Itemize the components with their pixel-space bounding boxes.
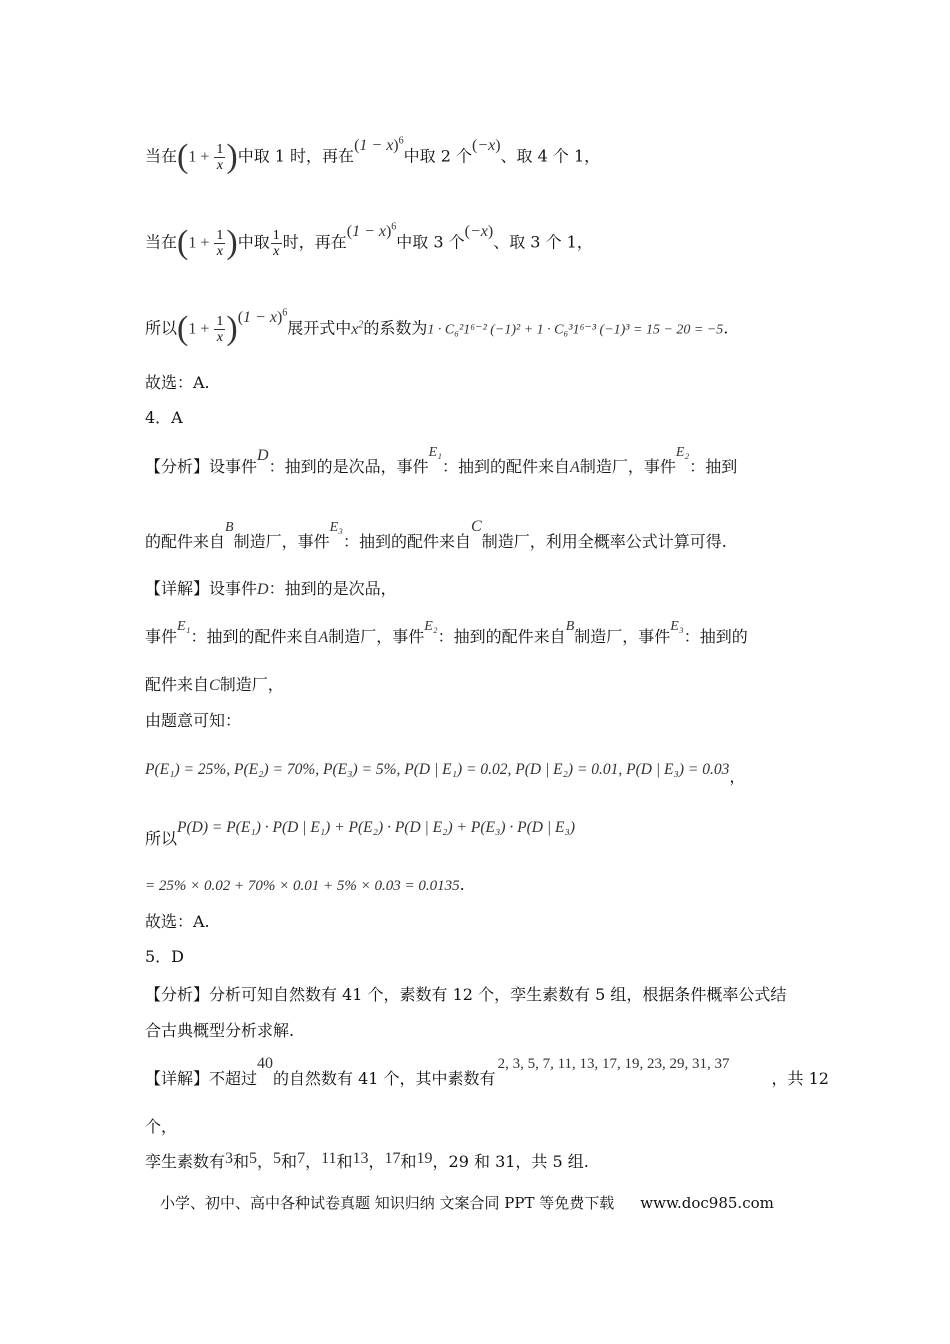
var-D: D: [257, 581, 269, 598]
question-4-answer: 4．A: [145, 408, 183, 427]
x-squared: $x^2$: [351, 319, 364, 338]
computation: = 25% × 0.02 + 70% × 0.01 + 5% × 0.03 = 0.0135.: [145, 875, 465, 894]
formula: P(D) = P(E₁) · P(D | E₁) + P(E₂) · P(D | E₂) + P(E₃) · P(D | E₃): [177, 819, 576, 836]
expr-one-minus-x-pow6: $(1 - x)^6$: [354, 135, 404, 154]
question-5-answer: 5．D: [145, 947, 185, 966]
twin-primes: 孪生素数有3和5，5和7，11和13，17和19，29 和 31，共 5 组.: [145, 1150, 589, 1171]
text: 中取 3 个: [396, 232, 465, 252]
answer-line: 故选：A.: [145, 373, 210, 392]
var-E1: E₁: [428, 445, 443, 460]
text: 中取 1 时，再在: [237, 146, 355, 166]
text: 、取 3 个 1，: [493, 232, 593, 252]
analysis-4-cont: 的配件来自B制造厂，事件E₃：抽到的配件来自C制造厂，利用全概率公式计算可得.: [145, 518, 727, 551]
detail-4: 【详解】设事件D：抽到的是次品，: [145, 579, 397, 598]
var-E2: E₂: [424, 619, 438, 634]
page-footer: [160, 1192, 774, 1213]
text: 时，再在: [282, 232, 347, 252]
formula: P(E₁) = 25%, P(E₂) = 70%, P(E₃) = 5%, P(D | E₁) = 0.02, P(D | E₂) = 0.01, P(D | E₃) = 0.03: [145, 761, 730, 778]
probabilities-formula: P(E₁) = 25%, P(E₂) = 70%, P(E₃) = 5%, P(D | E₁) = 0.02, P(D | E₂) = 0.01, P(D | E₃) = 0.03，: [145, 761, 746, 786]
text: 中取: [237, 232, 270, 252]
var-E3: E₃: [329, 520, 344, 535]
analysis-4: 【分析】设事件D：抽到的是次品，事件E₁：抽到的配件来自A制造厂，事件E₂：抽到: [145, 445, 738, 476]
var-E2: E₂: [675, 445, 690, 460]
expr-one-minus-x-pow6: $(1 - x)^6$: [237, 307, 288, 326]
analysis-5-cont: 合古典概型分析求解.: [145, 1021, 295, 1040]
line-conclusion: 所以(1 + $\frac{1}{x}$ )$(1 - x)^6$展开式中$x^2$的系数为1 · C₆²1⁶⁻² (−1)² + 1 · C₆³1⁶⁻³ (−1)³ = 15 − 20 = −5.: [145, 307, 729, 347]
math-one: 1: [188, 148, 197, 166]
var-B: B: [225, 520, 234, 535]
var-D: D: [257, 447, 269, 464]
coefficient-formula: 1 · C₆²1⁶⁻² (−1)² + 1 · C₆³1⁶⁻³ (−1)³ = 15 − 20 = −5: [427, 322, 724, 338]
footer-text: 小学、初中、高中各种试卷真题 知识归纳 文案合同 PPT 等免费下载: [160, 1194, 615, 1212]
analysis-5: 【分析】分析可知自然数有 41 个，素数有 12 个，孪生素数有 5 组，根据条件概率公式结: [145, 985, 787, 1004]
var-E1: E₁: [177, 619, 191, 634]
fraction-1-over-x: $\frac{1}{x}$: [216, 313, 224, 345]
text: 展开式中: [287, 318, 352, 338]
var-E3: E₃: [670, 619, 684, 634]
number-40: 40: [257, 1055, 274, 1072]
var-A: A: [570, 459, 580, 476]
detail-4-events-cont: 配件来自C制造厂，: [145, 675, 284, 694]
line-case-2: 当在(1 + $\frac{1}{x}$ )中取 $\frac{1}{x}$ 时，再在$(1 - x)^6$中取 3 个(−x)、取 3 个 1，: [145, 221, 593, 261]
paren: (: [177, 138, 189, 175]
var-A: A: [318, 629, 329, 646]
primes-list: 2, 3, 5, 7, 11, 13, 17, 19, 23, 29, 31, 37: [497, 1056, 730, 1072]
total-probability: 所以P(D) = P(E₁) · P(D | E₁) + P(E₂) · P(D | E₂) + P(E₃) · P(D | E₃): [145, 819, 576, 848]
text: 所以: [145, 318, 178, 338]
fraction-1-over-x: $\frac{1}{x}$: [216, 227, 224, 259]
fraction-1-over-x: $\frac{1}{x}$: [216, 141, 224, 173]
line-case-1: 当在(1 + $\frac{1}{x}$ )中取 1 时，再在$(1 - x)^6$中取 2 个(−x)、取 4 个 1，: [145, 135, 601, 175]
answer-line: 故选：A.: [145, 912, 210, 931]
detail-5-cont: 个，: [145, 1117, 178, 1136]
detail-5: 【详解】不超过40的自然数有 41 个，其中素数有2, 3, 5, 7, 11, 13, 17, 19, 23, 29, 31, 37，共 12: [145, 1055, 829, 1088]
expr-neg-x: (−x): [464, 222, 494, 240]
given-label: 由题意可知：: [145, 711, 242, 730]
var-C: C: [209, 677, 220, 694]
text: 当在: [145, 232, 178, 252]
text: 当在: [145, 146, 178, 166]
expr-one-minus-x-pow6: $(1 - x)^6$: [346, 221, 397, 240]
expr-neg-x: (−x): [471, 136, 501, 154]
detail-4-events: 事件E₁：抽到的配件来自A制造厂，事件E₂：抽到的配件来自B制造厂，事件E₃：抽到的: [145, 619, 748, 646]
var-C: C: [471, 518, 482, 535]
var-B: B: [565, 619, 575, 634]
formula: = 25% × 0.02 + 70% × 0.01 + 5% × 0.03 = 0.0135: [145, 878, 460, 894]
text: 的系数为: [363, 318, 428, 338]
text: 中取 2 个: [403, 146, 472, 166]
footer-link[interactable]: www.doc985.com: [640, 1194, 774, 1212]
text: 、取 4 个 1，: [500, 146, 601, 166]
fraction-1-over-x-inline: $\frac{1}{x}$: [272, 227, 280, 259]
